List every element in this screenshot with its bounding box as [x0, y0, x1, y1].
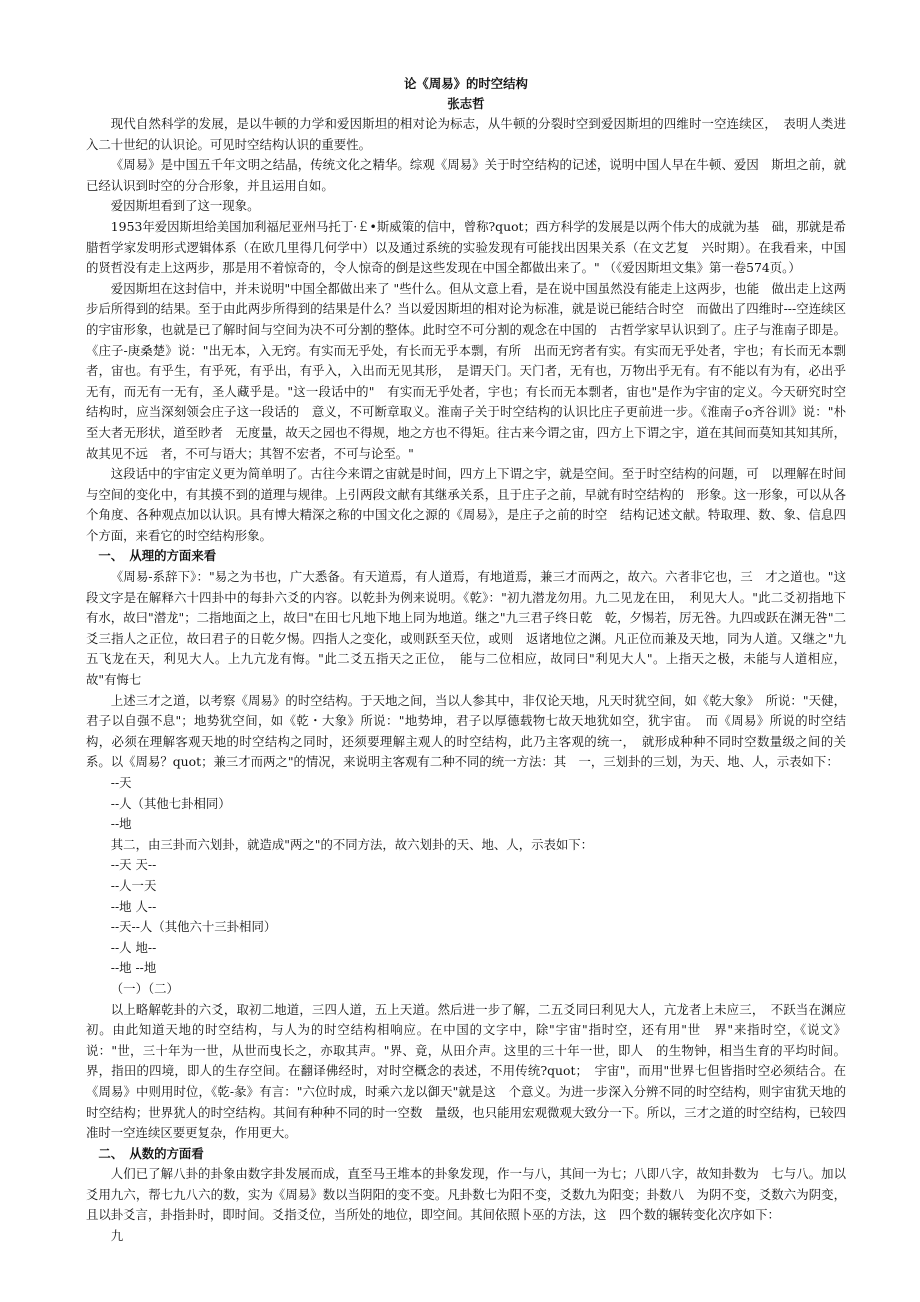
paragraph-section1-1: 《周易-系辞下》："易之为书也，广大悉备。有天道焉，有人道焉，有地道焉，兼三才而两之，故六。六者非它也，三 才之道也。"这段文字是在解释六十四卦中的每卦六爻的内容。以乾卦为例来说明。《乾》："初九潜龙勿用。九二见龙在田， 利见大人。"此二爻初指地下有水，故曰"潜龙"；二指地面之上，故曰"在田七凡地下地上同为地道。继之"九三君子终日乾 乾，夕惕若，厉无咎。九四或跃在渊无咎"二爻三指人之正位，故曰君子的日乾夕惕。四指人之变化，或则跃至天位，或则 返诸地位之渊。凡正位而兼及天地，同为人道。又继之"九五飞龙在天，利见大人。上九亢龙有悔。"此二爻五指天之正位， 能与二位相应，故同曰"利见大人"。上指天之极，未能与人道相应，故"有悔七	[86, 569, 846, 688]
document-title: 论《周易》的时空结构	[404, 76, 528, 91]
diagram-line: --地 --地	[110, 960, 157, 976]
diagram-line: --地 人--	[110, 898, 157, 914]
paragraph-intro-2: 《周易》是中国五千年文明之结晶，传统文化之精华。综观《周易》关于时空结构的记述，说明中国人早在牛顿、爱因 斯坦之前，就已经认识到时空的分合形象，并且运用自如。	[86, 157, 846, 193]
paragraph-after-diagram: 以上略解乾卦的六爻，取初二地道，三四人道，五上天道。然后进一步了解，二五爻同曰利见大人，亢龙者上未应三， 不跃当在渊应初。由此知道天地的时空结构，与人为的时空结构相响应。在中国的文字中，除"宇宙"指时空，还有用"世 界"来指时空，《说文》说："世，三十年为一世，从世而曳长之，亦取其声。"界、竟，从田介声。这里的三十年一世，即人 的生物钟，相当生育的平均时间。界，指田的四境，即人的生存空间。在翻译佛经时，对时空概念的表述，不用传统?quot； 宇宙"，而用"世界七但皆指时空必须结合。在《周易》中则用时位，《乾-彖》有言："六位时成，时乘六龙以御天"就是这 个意义。为进一步深入分辨不同的时空结构，则宇宙犹天地的时空结构；世界犹人的时空结构。其间有种种不同的时一空数 量级，也只能用宏观微观大致分一下。所以，三才之道的时空结构，已较四准时一空连续区要更复杂，作用更大。	[86, 1001, 846, 1141]
diagram-six-line	[86, 855, 846, 999]
diagram-line: --天	[110, 775, 132, 790]
paragraph-intro-3: 爱因斯坦看到了这一现象。	[110, 198, 260, 214]
paragraph-intro-5: 爱因斯坦在这封信中，并未说明"中国全都做出来了 "些什么。但从文意上看，是在说中国虽然没有能走上这两步，也能 做出走上这两步后所得到的结果。至于由此两步所得到的结果是什么？当以爱因斯坦的相对论为标准，就是说已能结合时空 而做出了四维时---空连续区的宇宙形象，也就是已了解时间与空间为决不可分割的整体。此时空不可分割的观念在中国的 古哲学家早认识到了。庄子与淮南子即是。《庄子-庚桑楚》说："出无本，入无窍。有实而无乎处，有长而无乎本剽，有所 出而无窍者有实。有实而无乎处者，宇也；有长而无本剽者，宙也。有乎生，有乎死，有乎出，有乎入，入出而无见其形， 是谓天门。天门者，无有也，万物出乎无有。有不能以有为有，必出乎无有，而无有一无有，圣人藏乎是。"这一段话中的" 有实而无乎处者，宇也；有长而无本剽者，宙也"是作为宇宙的定义。今天研究时空结构时，应当深刻领会庄子这一段话的 意义，不可断章取义。淮南子关于时空结构的认识比庄子更前进一步。《淮南子o齐谷训》说："朴至大者无形状，道至眇者 无度量，故天之园也不得规，地之方也不得矩。往古来今谓之宙，四方上下谓之宇，道在其间而莫知其知其所，故其见不远 者，不可与语大；其智不宏者，不可与论至。"	[86, 280, 846, 461]
diagram-line: --人 地--	[110, 939, 157, 955]
final-word: 九	[110, 1228, 124, 1244]
paragraph-intro-6: 这段话中的宇宙定义更为简单明了。古往今来谓之宙就是时间，四方上下谓之宇，就是空间。至于时空结构的问题，可 以理解在时间与空间的变化中，有其摸不到的道理与规律。上引两段文献有其继承关系，且于庄子之前，早就有时空结构的 形象。这一形象，可以从各个角度、各种观点加以认识。具有博大精深之称的中国文化之源的《周易》，是庄子之前的时空 结构记述文献。特取理、数、象、信息四个方面，来看它的时空结构形象。	[86, 466, 846, 543]
diagram-line: --人（其他七卦相同）	[110, 795, 231, 811]
diagram-line: --天--人（其他六十三卦相同）	[110, 919, 277, 935]
paragraph-section2: 人们已了解八卦的卦象由数字卦发展而成，直至马王堆本的卦象发现，作一与八，其间一为七；八即八字，故知卦数为 七与八。加以爻用九六，帮七九八六的数，实为《周易》数以当阴阳的变不变。凡卦数七为阳不变，爻数九为阳变；卦数八 为阴不变，爻数六为阴变，且以卦爻言，卦指卦时，即时间。爻指爻位，当所处的地位，即空间。其间依照卜巫的方法，这 四个数的辗转变化次序如下：	[86, 1166, 846, 1223]
diagram-line: --地	[110, 816, 132, 832]
paragraph-intro-4: 1953年爱因斯坦给美国加利福尼亚州马托丁·￡•斯威策的信中，曾称?quot；西方科学的发展是以两个伟大的成就为基 础，那就是希腊哲学家发明形式逻辑体系（在欧几里得几何学中）以及通过系统的实验发现有可能找出因果关系（在文艺复 兴时期）。在我看来，中国的贤哲没有走上这两步，那是用不着惊奇的，令人惊奇的倒是这些发现在中国全都做出来了。" （《爱因斯坦文集》第一卷574页。）	[86, 218, 846, 276]
section-heading-1: 一、 从理的方面来看	[98, 548, 217, 564]
diagram-line: --天 天--	[110, 857, 157, 873]
paragraph-intro-1: 现代自然科学的发展，是以牛顿的力学和爱因斯坦的相对论为标志，从牛顿的分裂时空到爱因斯坦的四维时一空连续区， 表明人类进入二十世纪的认识论。可见时空结构认识的重要性。	[86, 116, 846, 152]
paragraph-section1-2: 上述三才之道，以考察《周易》的时空结构。于天地之间，当以人参其中，非仅论天地，凡天时犹空间，如《乾大象》 所说："天健，君子以自强不息"；地势犹空间，如《乾・大象》所说："地势坤，君子以厚德载物七故天地犹如空，犹宇宙。 而《周易》所说的时空结构，必须在理解客观天地的时空结构之同时，还须要理解主观人的时空结构，此乃主客观的统一， 就形成种种不同时空数量级之间的关系。以《周易？quot；兼三才而两之"的情况，来说明主客观有二种不同的统一方法：其 一，三划卦的三划，为天、地、人，示表如下：	[86, 692, 846, 770]
diagram-three-line	[86, 773, 846, 835]
section-heading-2: 二、 从数的方面看	[98, 1145, 204, 1161]
paragraph-method-two: 其二，由三卦而六划卦，就造成"两之"的不同方法，故六划卦的天、地、人，示表如下：	[110, 836, 594, 852]
document-page	[86, 74, 846, 1247]
final-word-block	[86, 1226, 846, 1247]
diagram-line: --人一天	[110, 877, 157, 893]
document-author: 张志哲	[447, 96, 485, 111]
diagram-caption: （一）（二）	[110, 980, 179, 996]
